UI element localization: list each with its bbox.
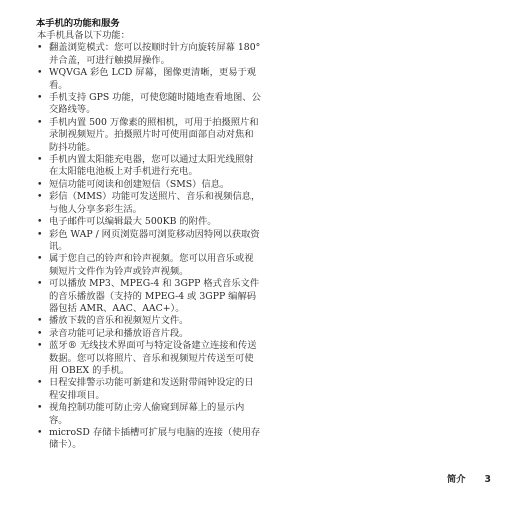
feature-text: 蓝牙® 无线技术界面可与特定设备建立连接和传送数据。您可以将照片、音乐和视频短片传送至可使用 OBEX 的手机。 — [49, 340, 257, 376]
feature-text: 录音功能可记录和播放语音片段。 — [49, 327, 189, 339]
bullet-icon: • — [37, 427, 43, 438]
feature-text: microSD 存储卡插槽可扩展与电脑的连接（使用存储卡）。 — [49, 427, 261, 451]
feature-list — [37, 42, 262, 451]
feature-text: 手机内置 500 万像素的照相机，可用于拍摄照片和录制视频短片。拍摄照片时可使用面部自动对焦和防抖功能。 — [49, 116, 259, 153]
bullet-icon: • — [37, 92, 43, 104]
feature-item — [37, 92, 262, 117]
bullet-icon: • — [37, 228, 43, 240]
section-heading: 本手机的功能和服务 — [36, 18, 120, 29]
feature-item — [37, 278, 262, 315]
feature-text: 视角控制功能可防止旁人偷窥到屏幕上的显示内容。 — [49, 402, 245, 426]
intro-text: 本手机具备以下功能： — [37, 30, 130, 41]
feature-item — [37, 191, 262, 216]
bullet-icon: • — [37, 216, 43, 228]
bullet-icon: • — [37, 327, 43, 339]
feature-section — [37, 17, 262, 452]
feature-text: 手机内置太阳能充电器，您可以通过太阳光线照射在太阳能电池板上对手机进行充电。 — [49, 154, 254, 178]
bullet-icon: • — [37, 67, 43, 79]
bullet-icon: • — [37, 191, 43, 203]
feature-text: 日程安排警示功能可新建和发送附带闹钟设定的日程安排项目。 — [49, 377, 254, 401]
feature-text: 翻盖浏览模式：您可以按顺时针方向旋转屏幕 180° 并合盖，可进行触摸屏操作。 — [49, 42, 261, 66]
bullet-icon: • — [37, 278, 43, 290]
bullet-icon: • — [37, 253, 43, 265]
feature-text: 属于您自己的铃声和铃声视频。您可以用音乐或视频短片文件作为铃声或铃声视频。 — [49, 253, 254, 277]
feature-item — [37, 229, 262, 254]
bullet-icon: • — [37, 178, 43, 190]
feature-item — [37, 117, 262, 154]
page-number: 3 — [484, 474, 491, 485]
bullet-icon: • — [37, 154, 43, 166]
feature-item — [37, 154, 262, 179]
feature-item — [37, 377, 262, 402]
feature-item — [37, 253, 262, 278]
feature-item — [37, 179, 262, 191]
feature-item — [37, 67, 262, 92]
feature-text: WQVGA 彩色 LCD 屏幕，图像更清晰，更易于观看。 — [49, 67, 257, 91]
feature-item — [37, 315, 262, 327]
bullet-icon: • — [37, 340, 43, 352]
bullet-icon: • — [37, 42, 43, 54]
bullet-icon: • — [37, 116, 43, 128]
page-footer — [447, 474, 491, 486]
bullet-icon: • — [37, 377, 43, 389]
feature-text: 电子邮件可以编辑最大 500KB 的附件。 — [49, 216, 217, 228]
feature-item — [37, 216, 262, 228]
feature-text: 手机支持 GPS 功能，可使您随时随地查看地图、公交路线等。 — [49, 92, 261, 116]
feature-text: 可以播放 MP3、MPEG-4 和 3GPP 格式音乐文件的音乐播放器（支持的 MPEG-4 或 3GPP 编解码器包括 AMR、AAC、AAC+）。 — [49, 278, 260, 314]
bullet-icon: • — [37, 315, 43, 327]
feature-text: 短信功能可阅读和创建短信（SMS）信息。 — [49, 178, 230, 190]
feature-item — [37, 402, 262, 427]
feature-text: 播放下载的音乐和视频短片文件。 — [49, 315, 189, 327]
feature-text: 彩色 WAP / 网页浏览器可浏览移动因特网以获取资讯。 — [49, 228, 260, 252]
feature-item — [37, 328, 262, 340]
footer-section-name: 简介 — [446, 474, 466, 485]
feature-item — [37, 42, 262, 67]
feature-item — [37, 340, 262, 377]
bullet-icon: • — [37, 402, 43, 414]
feature-item — [37, 427, 262, 452]
feature-text: 彩信（MMS）功能可发送照片、音乐和视频信息，与他人分享多彩生活。 — [49, 191, 261, 215]
